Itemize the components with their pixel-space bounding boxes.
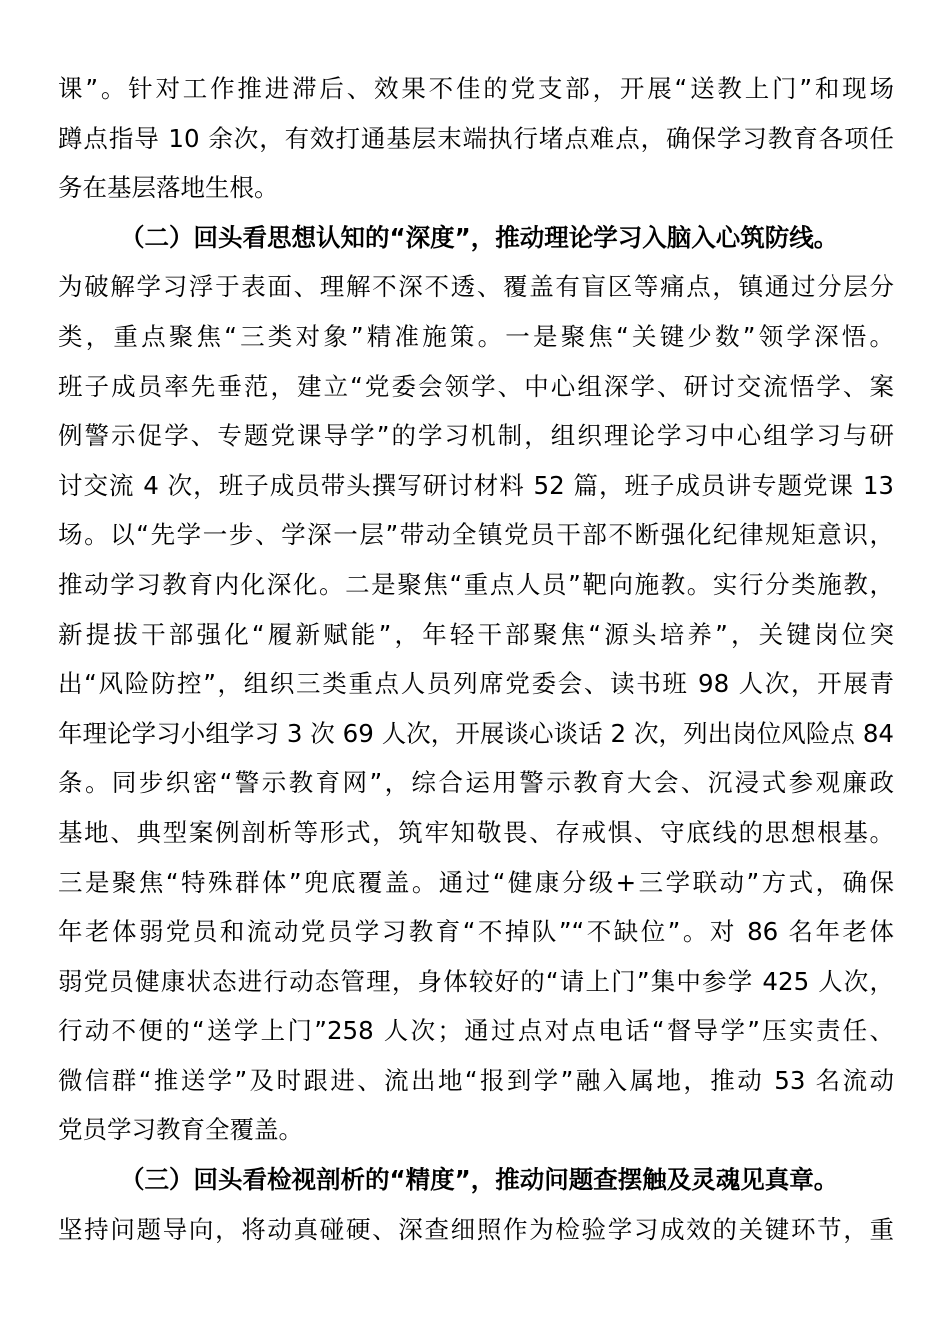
paragraph-line: 务在基层落地生根。	[58, 173, 279, 203]
paragraph-line: 场。以“先学一步、学深一层”带动全镇党员干部不断强化纪律规矩意识，	[58, 520, 894, 550]
paragraph-line: 三是聚焦“特殊群体”兜底覆盖。通过“健康分级+三学联动”方式，确保	[58, 867, 894, 897]
paragraph-line: 例警示促学、专题党课导学”的学习机制，组织理论学习中心组学习与研	[58, 421, 894, 451]
paragraph-line: 出“风险防控”，组织三类重点人员列席党委会、读书班 98 人次，开展青	[58, 669, 894, 699]
paragraph-line: 行动不便的“送学上门”258 人次；通过点对点电话“督导学”压实责任、	[58, 1016, 894, 1046]
section-heading-2: （二）回头看思想认知的“深度”，推动理论学习入脑入心筑防线。	[120, 222, 839, 252]
paragraph-line: 新提拔干部强化“履新赋能”，年轻干部聚焦“源头培养”，关键岗位突	[58, 619, 894, 649]
section-heading-3: （三）回头看检视剖析的“精度”，推动问题查摆触及灵魂见真章。	[120, 1165, 839, 1195]
paragraph-line: 条。同步织密“警示教育网”，综合运用警示教育大会、沉浸式参观廉政	[58, 768, 894, 798]
paragraph-line: 党员学习教育全覆盖。	[58, 1115, 303, 1145]
paragraph-line: 班子成员率先垂范，建立“党委会领学、中心组深学、研讨交流悟学、案	[58, 371, 894, 401]
paragraph-line: 推动学习教育内化深化。二是聚焦“重点人员”靶向施教。实行分类施教，	[58, 569, 894, 599]
paragraph-line: 弱党员健康状态进行动态管理，身体较好的“请上门”集中参学 425 人次，	[58, 966, 894, 996]
paragraph-line: 微信群“推送学”及时跟进、流出地“报到学”融入属地，推动 53 名流动	[58, 1065, 894, 1095]
paragraph-line: 讨交流 4 次，班子成员带头撰写研讨材料 52 篇，班子成员讲专题党课 13	[58, 470, 894, 500]
paragraph-line: 课”。针对工作推进滞后、效果不佳的党支部，开展“送教上门”和现场	[58, 74, 894, 103]
document-page	[58, 64, 894, 1254]
paragraph-line: 坚持问题导向，将动真碰硬、深查细照作为检验学习成效的关键环节，重	[58, 1214, 894, 1244]
paragraph-line: 年老体弱党员和流动党员学习教育“不掉队”“不缺位”。对 86 名年老体	[58, 917, 894, 947]
paragraph-line: 年理论学习小组学习 3 次 69 人次，开展谈心谈话 2 次，列出岗位风险点 84	[58, 718, 894, 748]
paragraph-line: 蹲点指导 10 余次，有效打通基层末端执行堵点难点，确保学习教育各项任	[58, 123, 894, 153]
paragraph-line: 为破解学习浮于表面、理解不深不透、覆盖有盲区等痛点，镇通过分层分	[58, 272, 894, 302]
paragraph-line: 类，重点聚焦“三类对象”精准施策。一是聚焦“关键少数”领学深悟。	[58, 321, 894, 351]
paragraph-line: 基地、典型案例剖析等形式，筑牢知敬畏、存戒惧、守底线的思想根基。	[58, 817, 894, 847]
